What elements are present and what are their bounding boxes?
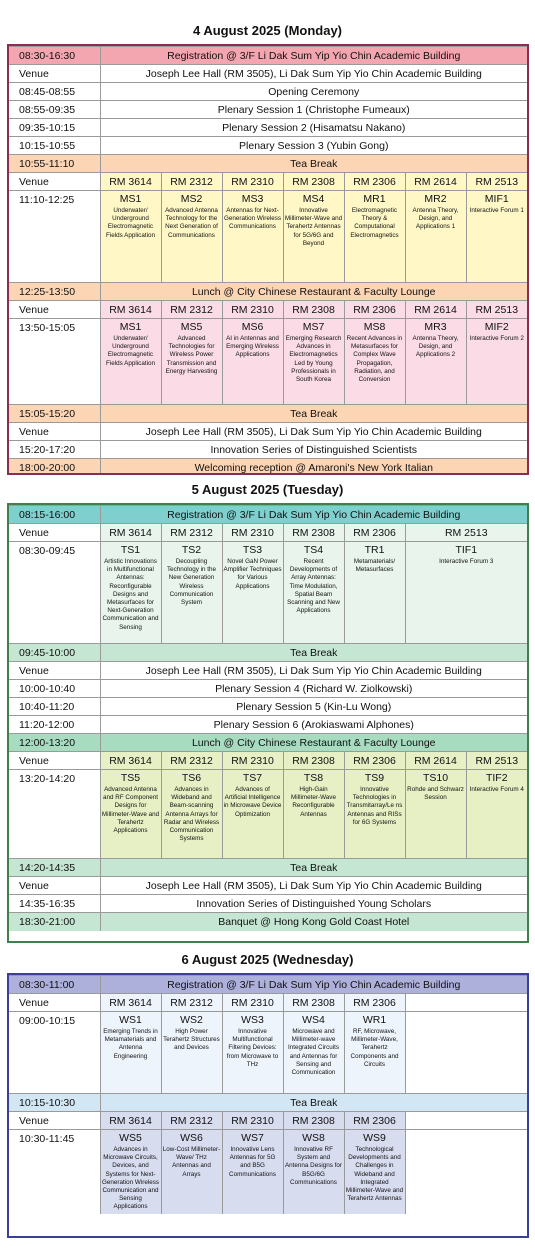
schedule-row — [9, 662, 527, 680]
room-cell: RM 2614 — [405, 173, 466, 191]
session-code: TIF1 — [455, 544, 478, 556]
event-cell: Plenary Session 6 (Arokiaswami Alphones) — [100, 716, 527, 734]
schedule-row — [9, 47, 527, 65]
schedule-row — [9, 191, 527, 283]
event-cell: Plenary Session 3 (Yubin Gong) — [100, 137, 527, 155]
time-cell: 12:25-13:50 — [9, 283, 100, 301]
time-cell: 10:40-11:20 — [9, 698, 100, 716]
time-cell: 15:20-17:20 — [9, 441, 100, 459]
event-cell: Opening Ceremony — [100, 83, 527, 101]
session-title: Metamaterials/ Metasurfaces — [353, 558, 396, 574]
session-title: Innovative RF System and Antenna Designs for B5G/6G Communications — [284, 1146, 343, 1186]
schedule-wednesday — [7, 973, 529, 1238]
time-cell: Venue — [9, 877, 100, 895]
session-code: WS7 — [241, 1132, 264, 1144]
session-title: Interactive Forum 4 — [469, 786, 524, 793]
session-title: Underwater/ Underground Electromagnetic Fields Application — [105, 207, 155, 239]
session-title: Innovative Technologies in Transmitarray/Le ns Antennas and RISs for 6G Systems — [346, 786, 403, 826]
room-cell: RM 3614 — [100, 524, 161, 542]
session-title: Advanced Antenna Technology for the Next Generation of Communications — [165, 207, 218, 239]
time-cell: 15:05-15:20 — [9, 405, 100, 423]
schedule-row — [9, 319, 527, 405]
schedule-row — [9, 752, 527, 770]
room-cell: RM 2310 — [222, 173, 283, 191]
session-cell — [405, 1012, 527, 1094]
session-title: Rohde and Schwarz Session — [407, 786, 464, 802]
session-code: WR1 — [362, 1014, 387, 1026]
session-code: TS4 — [303, 544, 324, 556]
session-code: MS8 — [363, 321, 386, 333]
time-cell: 13:20-14:20 — [9, 770, 100, 859]
room-cell: RM 2310 — [222, 301, 283, 319]
session-title: Underwater/ Underground Electromagnetic Fields Application — [105, 335, 155, 367]
session-cell — [161, 1130, 222, 1214]
time-cell: 08:30-11:00 — [9, 976, 100, 994]
session-cell — [222, 1130, 283, 1214]
session-cell — [161, 770, 222, 859]
schedule-row — [9, 644, 527, 662]
schedule-row — [9, 859, 527, 877]
session-code: TS2 — [181, 544, 202, 556]
session-cell — [405, 542, 527, 644]
session-code: TS5 — [120, 772, 141, 784]
session-cell — [405, 770, 466, 859]
room-cell: RM 2306 — [344, 994, 405, 1012]
time-cell: 08:30-16:30 — [9, 47, 100, 65]
session-cell — [283, 1130, 344, 1214]
session-title: Low-Cost Millimeter-Wave/ THz Antennas and Arrays — [162, 1146, 221, 1178]
session-title: Recent Developments of Array Antennas: Time Modulation, Spatial Beam Scanning and New Applications — [287, 558, 340, 615]
schedule-tuesday — [7, 503, 529, 943]
time-cell: 08:30-09:45 — [9, 542, 100, 644]
session-code: WS5 — [119, 1132, 142, 1144]
schedule-monday — [7, 44, 529, 475]
room-cell: RM 2306 — [344, 173, 405, 191]
schedule-row — [9, 1094, 527, 1112]
session-title: Interactive Forum 2 — [469, 335, 524, 342]
event-cell: Lunch @ City Chinese Restaurant & Faculty Lounge — [100, 734, 527, 752]
time-cell: 11:20-12:00 — [9, 716, 100, 734]
session-title: Innovative Lens Antennas for 5G and B5G Communications — [229, 1146, 276, 1178]
time-cell: Venue — [9, 301, 100, 319]
session-title: Technological Developments and Challenges in Wideband and Integrated Millimeter-Wave and Terahertz Antennas — [345, 1146, 404, 1203]
room-cell: RM 2308 — [283, 752, 344, 770]
session-title: Antenna Theory, Design, and Applications 1 — [412, 207, 459, 231]
session-cell — [344, 191, 405, 283]
schedule-row — [9, 877, 527, 895]
session-code: TR1 — [364, 544, 385, 556]
room-cell: RM 2306 — [344, 301, 405, 319]
event-cell: Banquet @ Hong Kong Gold Coast Hotel — [100, 913, 527, 931]
room-cell: RM 2306 — [344, 1112, 405, 1130]
time-cell: 08:15-16:00 — [9, 506, 100, 524]
room-cell: RM 2308 — [283, 173, 344, 191]
room-cell — [405, 1112, 527, 1130]
room-cell: RM 2310 — [222, 524, 283, 542]
schedule-row — [9, 524, 527, 542]
session-cell — [344, 1130, 405, 1214]
schedule-row — [9, 913, 527, 931]
event-cell: Plenary Session 4 (Richard W. Ziolkowski) — [100, 680, 527, 698]
time-cell: 09:35-10:15 — [9, 119, 100, 137]
time-cell: Venue — [9, 65, 100, 83]
time-cell: 18:30-21:00 — [9, 913, 100, 931]
time-cell: 08:45-08:55 — [9, 83, 100, 101]
session-code: WS9 — [363, 1132, 386, 1144]
time-cell: Venue — [9, 1112, 100, 1130]
session-code: WS6 — [180, 1132, 203, 1144]
session-cell — [161, 542, 222, 644]
session-cell — [161, 319, 222, 405]
session-cell — [161, 191, 222, 283]
room-cell: RM 2308 — [283, 1112, 344, 1130]
session-title: Decoupling Technology in the New Generation Wireless Communication System — [166, 558, 216, 607]
session-title: AI in Antennas and Emerging Wireless Applications — [226, 335, 279, 359]
schedule-row — [9, 283, 527, 301]
day-title-monday: 4 August 2025 (Monday) — [192, 23, 343, 38]
session-cell — [283, 542, 344, 644]
room-cell: RM 2312 — [161, 173, 222, 191]
event-cell: Registration @ 3/F Li Dak Sum Yip Yio Chin Academic Building — [100, 976, 527, 994]
session-code: WS4 — [302, 1014, 325, 1026]
session-cell — [466, 319, 527, 405]
session-title: Antenna Theory, Design, and Applications 2 — [412, 335, 459, 359]
schedule-row — [9, 506, 527, 524]
schedule-row — [9, 301, 527, 319]
event-cell: Innovation Series of Distinguished Young Scholars — [100, 895, 527, 913]
session-cell — [344, 319, 405, 405]
session-title: RF, Microwave, Millimeter-Wave, Terahertz Components and Circuits — [350, 1028, 399, 1068]
schedule-row — [9, 65, 527, 83]
time-cell: Venue — [9, 524, 100, 542]
room-cell: RM 2513 — [466, 752, 527, 770]
session-code: TS10 — [422, 772, 449, 784]
room-cell: RM 2306 — [344, 524, 405, 542]
room-cell — [405, 994, 527, 1012]
session-code: MS2 — [180, 193, 203, 205]
session-title: Advances in Microwave Circuits, Devices, and Systems for Next-Generation Wireless Communication and Sensing Applications — [101, 1146, 160, 1211]
session-code: TS6 — [181, 772, 202, 784]
time-cell: Venue — [9, 173, 100, 191]
event-cell: Joseph Lee Hall (RM 3505), Li Dak Sum Yip Yio Chin Academic Building — [100, 423, 527, 441]
room-cell: RM 2310 — [222, 994, 283, 1012]
room-cell: RM 2614 — [405, 301, 466, 319]
schedule-row — [9, 1130, 527, 1214]
time-cell: Venue — [9, 423, 100, 441]
event-cell: Tea Break — [100, 1094, 527, 1112]
room-cell: RM 2312 — [161, 301, 222, 319]
day-title-tuesday: 5 August 2025 (Tuesday) — [191, 482, 344, 497]
session-title: Emerging Research Advances in Electromagnetics Led by Young Professionals in South Korea — [285, 335, 342, 384]
room-cell: RM 2312 — [161, 524, 222, 542]
time-cell: 11:10-12:25 — [9, 191, 100, 283]
session-title: Advances in Wideband and Beam-scanning Antenna Arrays for Radar and Wireless Communication Systems — [163, 786, 220, 843]
schedule-row — [9, 1112, 527, 1130]
session-title: Advances of Artificial Intelligence in Microwave Device Optimization — [223, 786, 282, 818]
session-cell — [100, 1012, 161, 1094]
schedule-row — [9, 173, 527, 191]
schedule-row — [9, 459, 527, 476]
schedule-row — [9, 137, 527, 155]
session-title: Microwave and Millimeter-wave Integrated Circuits and Antennas for Sensing and Communication — [287, 1028, 340, 1077]
schedule-row — [9, 895, 527, 913]
room-cell: RM 3614 — [100, 1112, 161, 1130]
event-cell: Registration @ 3/F Li Dak Sum Yip Yio Chin Academic Building — [100, 506, 527, 524]
room-cell: RM 2310 — [222, 1112, 283, 1130]
event-cell: Tea Break — [100, 155, 527, 173]
session-cell — [283, 191, 344, 283]
session-title: Antennas for Next-Generation Wireless Communications — [223, 207, 282, 231]
session-code: WS3 — [241, 1014, 264, 1026]
session-title: Innovative Multifunctional Filtering Devices: from Microwave to THz — [226, 1028, 279, 1068]
session-code: WS8 — [302, 1132, 325, 1144]
session-code: MR2 — [424, 193, 447, 205]
schedule-row — [9, 405, 527, 423]
session-code: MS6 — [241, 321, 264, 333]
session-cell — [222, 542, 283, 644]
schedule-table — [9, 46, 527, 475]
schedule-row — [9, 542, 527, 644]
session-code: MS4 — [302, 193, 325, 205]
session-cell — [161, 1012, 222, 1094]
schedule-row — [9, 1012, 527, 1094]
session-title: High Power Terahertz Structures and Devices — [163, 1028, 220, 1052]
schedule-row — [9, 441, 527, 459]
room-cell: RM 3614 — [100, 752, 161, 770]
time-cell: 10:00-10:40 — [9, 680, 100, 698]
time-cell: 10:15-10:30 — [9, 1094, 100, 1112]
day-title-wednesday: 6 August 2025 (Wednesday) — [181, 952, 354, 967]
session-cell — [100, 542, 161, 644]
event-cell: Joseph Lee Hall (RM 3505), Li Dak Sum Yip Yio Chin Academic Building — [100, 877, 527, 895]
schedule-row — [9, 119, 527, 137]
time-cell: Venue — [9, 994, 100, 1012]
session-cell — [283, 770, 344, 859]
schedule-table — [9, 975, 527, 1214]
room-cell: RM 2513 — [466, 301, 527, 319]
session-cell — [405, 191, 466, 283]
time-cell: 18:00-20:00 — [9, 459, 100, 476]
session-code: MR1 — [363, 193, 386, 205]
session-code: MIF1 — [484, 193, 509, 205]
time-cell: Venue — [9, 662, 100, 680]
session-code: TS3 — [242, 544, 263, 556]
session-code: MS1 — [119, 321, 142, 333]
time-cell: 10:15-10:55 — [9, 137, 100, 155]
session-cell — [100, 1130, 161, 1214]
session-cell — [405, 319, 466, 405]
event-cell: Tea Break — [100, 405, 527, 423]
event-cell: Welcoming reception @ Amaroni's New York Italian — [100, 459, 527, 476]
schedule-row — [9, 734, 527, 752]
schedule-row — [9, 716, 527, 734]
schedule-row — [9, 680, 527, 698]
room-cell: RM 2513 — [466, 173, 527, 191]
session-code: MR3 — [424, 321, 447, 333]
session-code: TIF2 — [485, 772, 508, 784]
session-cell — [283, 319, 344, 405]
session-title: Interactive Forum 3 — [439, 558, 494, 565]
session-code: TS9 — [364, 772, 385, 784]
schedule-row — [9, 994, 527, 1012]
room-cell: RM 3614 — [100, 301, 161, 319]
room-cell: RM 2308 — [283, 301, 344, 319]
time-cell: 08:55-09:35 — [9, 101, 100, 119]
session-cell — [405, 1130, 527, 1214]
session-title: Artistic Innovations in Multifunctional Antennas: Reconfigurable Designs and Metasurfaces for Next-Generation Communication and Sensing — [102, 558, 159, 631]
schedule-row — [9, 698, 527, 716]
session-cell — [222, 1012, 283, 1094]
session-cell — [222, 191, 283, 283]
room-cell: RM 2308 — [283, 524, 344, 542]
session-code: TS8 — [303, 772, 324, 784]
session-cell — [283, 1012, 344, 1094]
event-cell: Joseph Lee Hall (RM 3505), Li Dak Sum Yip Yio Chin Academic Building — [100, 65, 527, 83]
session-cell — [466, 191, 527, 283]
session-title: Advanced Technologies for Wireless Power Transmission and Energy Harvesting — [165, 335, 218, 375]
room-cell: RM 2614 — [405, 752, 466, 770]
session-cell — [222, 319, 283, 405]
schedule-row — [9, 976, 527, 994]
session-code: MS7 — [302, 321, 325, 333]
event-cell: Plenary Session 1 (Christophe Fumeaux) — [100, 101, 527, 119]
session-code: MS5 — [180, 321, 203, 333]
session-title: Electromagnetic Theory & Computational Electromagnetics — [350, 207, 399, 239]
time-cell: 10:30-11:45 — [9, 1130, 100, 1214]
time-cell: 13:50-15:05 — [9, 319, 100, 405]
session-code: MS3 — [241, 193, 264, 205]
time-cell: 10:55-11:10 — [9, 155, 100, 173]
time-cell: 14:20-14:35 — [9, 859, 100, 877]
session-cell — [100, 319, 161, 405]
session-cell — [344, 1012, 405, 1094]
time-cell: 09:00-10:15 — [9, 1012, 100, 1094]
schedule-row — [9, 770, 527, 859]
event-cell: Plenary Session 5 (Kin-Lu Wong) — [100, 698, 527, 716]
room-cell: RM 3614 — [100, 994, 161, 1012]
session-title: Innovative Millimeter-Wave and Terahertz Antennas for 5G/6G and Beyond — [284, 207, 343, 247]
session-title: Novel GaN Power Amplifier Techniques for Various Applications — [223, 558, 282, 590]
time-cell: 09:45-10:00 — [9, 644, 100, 662]
event-cell: Joseph Lee Hall (RM 3505), Li Dak Sum Yip Yio Chin Academic Building — [100, 662, 527, 680]
session-code: MIF2 — [484, 321, 509, 333]
session-cell — [100, 191, 161, 283]
room-cell: RM 3614 — [100, 173, 161, 191]
session-code: MS1 — [119, 193, 142, 205]
session-cell — [222, 770, 283, 859]
room-cell: RM 2312 — [161, 994, 222, 1012]
event-cell: Tea Break — [100, 859, 527, 877]
session-cell — [100, 770, 161, 859]
schedule-row — [9, 83, 527, 101]
time-cell: 14:35-16:35 — [9, 895, 100, 913]
session-cell — [344, 542, 405, 644]
session-cell — [344, 770, 405, 859]
session-title: Interactive Forum 1 — [469, 207, 524, 214]
session-code: TS1 — [120, 544, 141, 556]
event-cell: Registration @ 3/F Li Dak Sum Yip Yio Chin Academic Building — [100, 47, 527, 65]
schedule-row — [9, 423, 527, 441]
schedule-row — [9, 101, 527, 119]
session-title: High-Gain Millimeter-Wave Reconfigurable Antennas — [291, 786, 336, 818]
session-code: TS7 — [242, 772, 263, 784]
room-cell: RM 2312 — [161, 752, 222, 770]
schedule-table — [9, 505, 527, 931]
room-cell: RM 2312 — [161, 1112, 222, 1130]
session-title: Emerging Trends in Metamaterials and Antenna Engineering — [103, 1028, 158, 1060]
room-cell: RM 2308 — [283, 994, 344, 1012]
session-title: Advanced Antenna and RF Component Designs for Millimeter-Wave and Terahertz Applications — [101, 786, 160, 835]
session-cell — [466, 770, 527, 859]
room-cell: RM 2310 — [222, 752, 283, 770]
session-title: Recent Advances in Metasurfaces for Complex Wave Propagation, Radiation, and Conversion — [346, 335, 403, 384]
session-code: WS2 — [180, 1014, 203, 1026]
room-cell: RM 2306 — [344, 752, 405, 770]
schedule-row — [9, 155, 527, 173]
time-cell: 12:00-13:20 — [9, 734, 100, 752]
event-cell: Lunch @ City Chinese Restaurant & Faculty Lounge — [100, 283, 527, 301]
event-cell: Plenary Session 2 (Hisamatsu Nakano) — [100, 119, 527, 137]
time-cell: Venue — [9, 752, 100, 770]
event-cell: Innovation Series of Distinguished Scientists — [100, 441, 527, 459]
event-cell: Tea Break — [100, 644, 527, 662]
room-cell: RM 2513 — [405, 524, 527, 542]
session-code: WS1 — [119, 1014, 142, 1026]
